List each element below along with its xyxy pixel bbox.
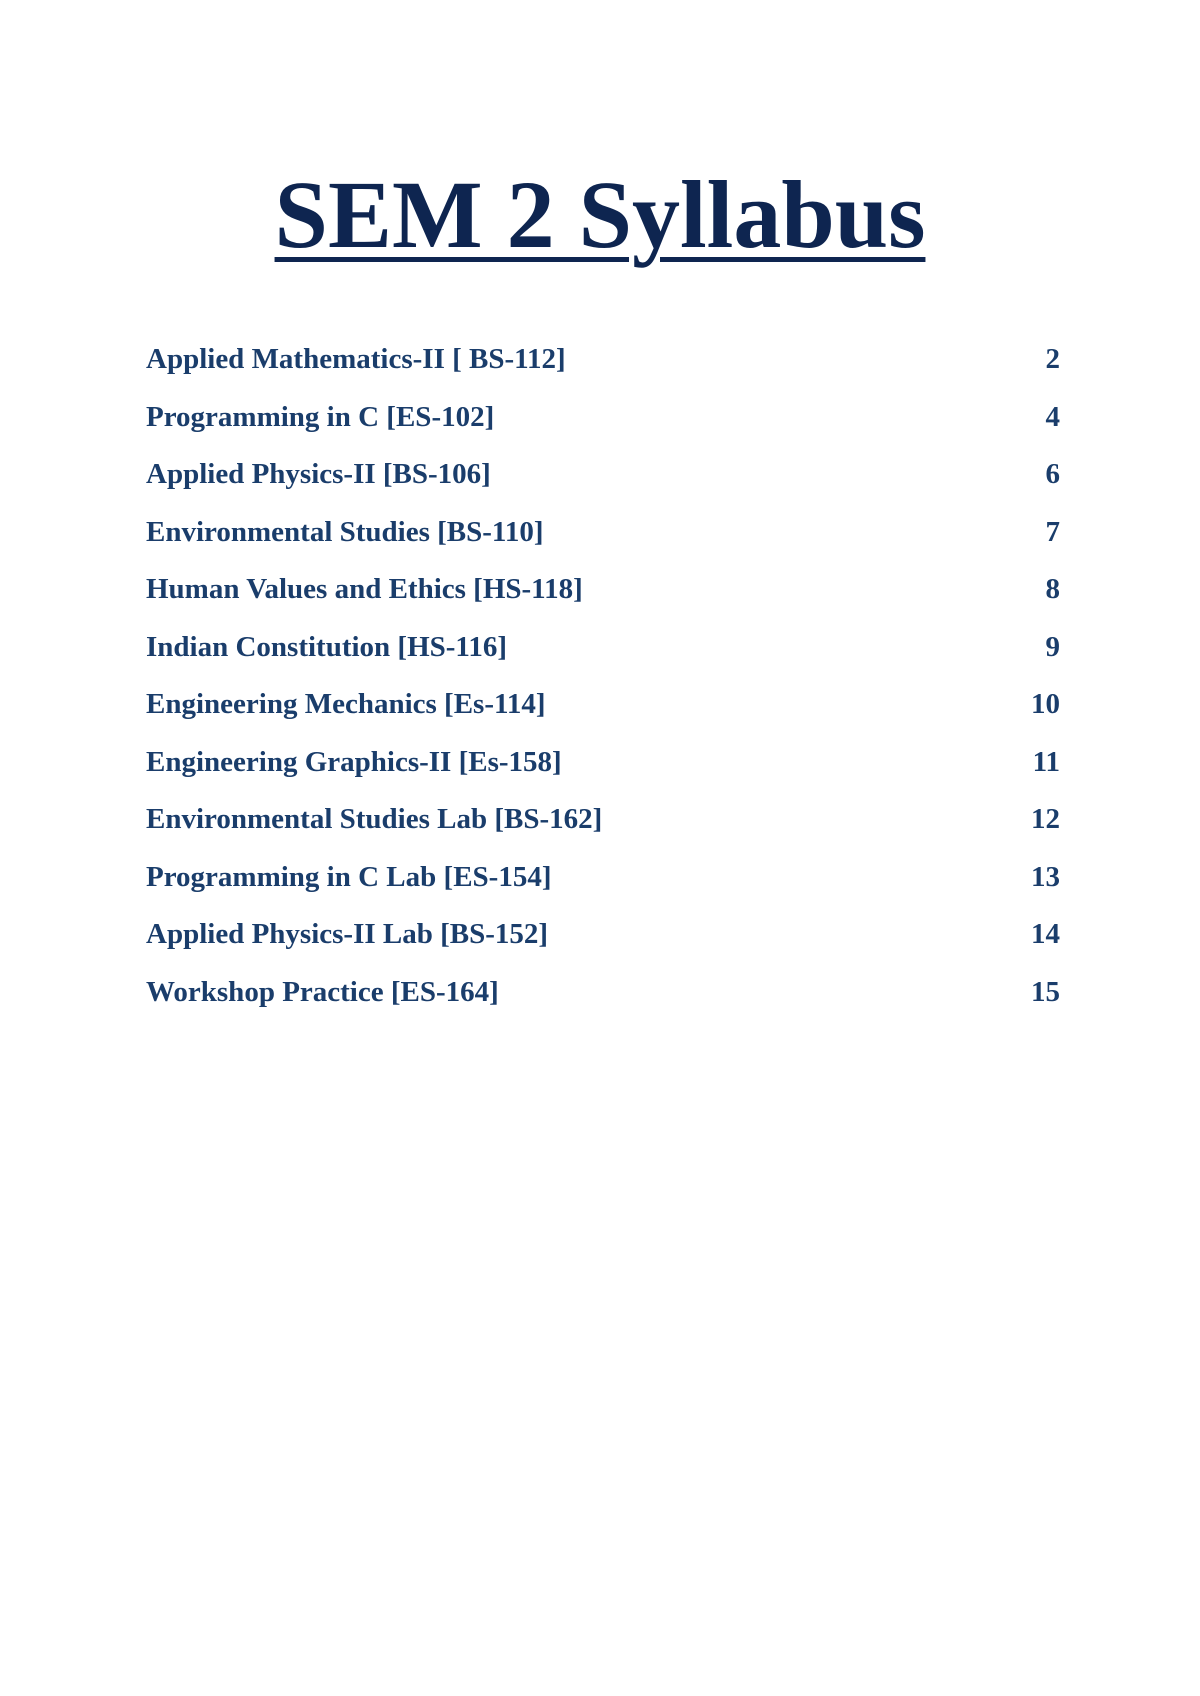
toc-entry-label: Indian Constitution [HS-116] [146,630,507,663]
toc-entry-page: 9 [1045,630,1060,663]
toc-entry[interactable] [146,400,1060,458]
toc-entry-page: 8 [1045,573,1060,605]
toc-entry-label: Environmental Studies [BS-110] [146,515,544,548]
toc-entry-page: 12 [1031,803,1060,835]
toc-entry-page: 14 [1031,918,1060,950]
toc-entry-page: 7 [1045,515,1060,548]
toc-entry[interactable] [146,917,1060,975]
toc-entry-page: 10 [1031,688,1060,720]
toc-entry-label: Engineering Mechanics [Es-114] [146,688,546,720]
toc-entry-label: Applied Physics-II Lab [BS-152] [146,918,549,950]
toc-entry-label: Applied Mathematics-II [ BS-112] [146,343,566,375]
toc-entry-label: Programming in C Lab [ES-154] [146,860,552,893]
toc-entry-page: 15 [1031,975,1060,1008]
toc-entry-label: Workshop Practice [ES-164] [146,975,499,1008]
toc-entry[interactable] [146,630,1060,688]
table-of-contents [146,342,1060,1032]
toc-entry[interactable] [146,745,1060,803]
toc-entry[interactable] [146,572,1060,630]
toc-entry-label: Human Values and Ethics [HS-118] [146,573,583,605]
page-title: SEM 2 Syllabus [274,161,926,268]
toc-entry[interactable] [146,457,1060,515]
toc-entry-page: 4 [1045,400,1060,433]
toc-entry-label: Environmental Studies Lab [BS-162] [146,803,603,835]
toc-entry-page: 13 [1031,860,1060,893]
toc-entry[interactable] [146,342,1060,400]
toc-entry-page: 11 [1032,745,1060,778]
toc-entry-page: 6 [1045,458,1060,490]
toc-entry-label: Programming in C [ES-102] [146,400,495,433]
toc-entry[interactable] [146,687,1060,745]
toc-entry[interactable] [146,802,1060,860]
toc-entry-label: Engineering Graphics-II [Es-158] [146,745,562,778]
toc-entry-page: 2 [1045,343,1060,375]
toc-entry[interactable] [146,975,1060,1033]
toc-entry-label: Applied Physics-II [BS-106] [146,458,491,490]
toc-entry[interactable] [146,515,1060,573]
toc-entry[interactable] [146,860,1060,918]
